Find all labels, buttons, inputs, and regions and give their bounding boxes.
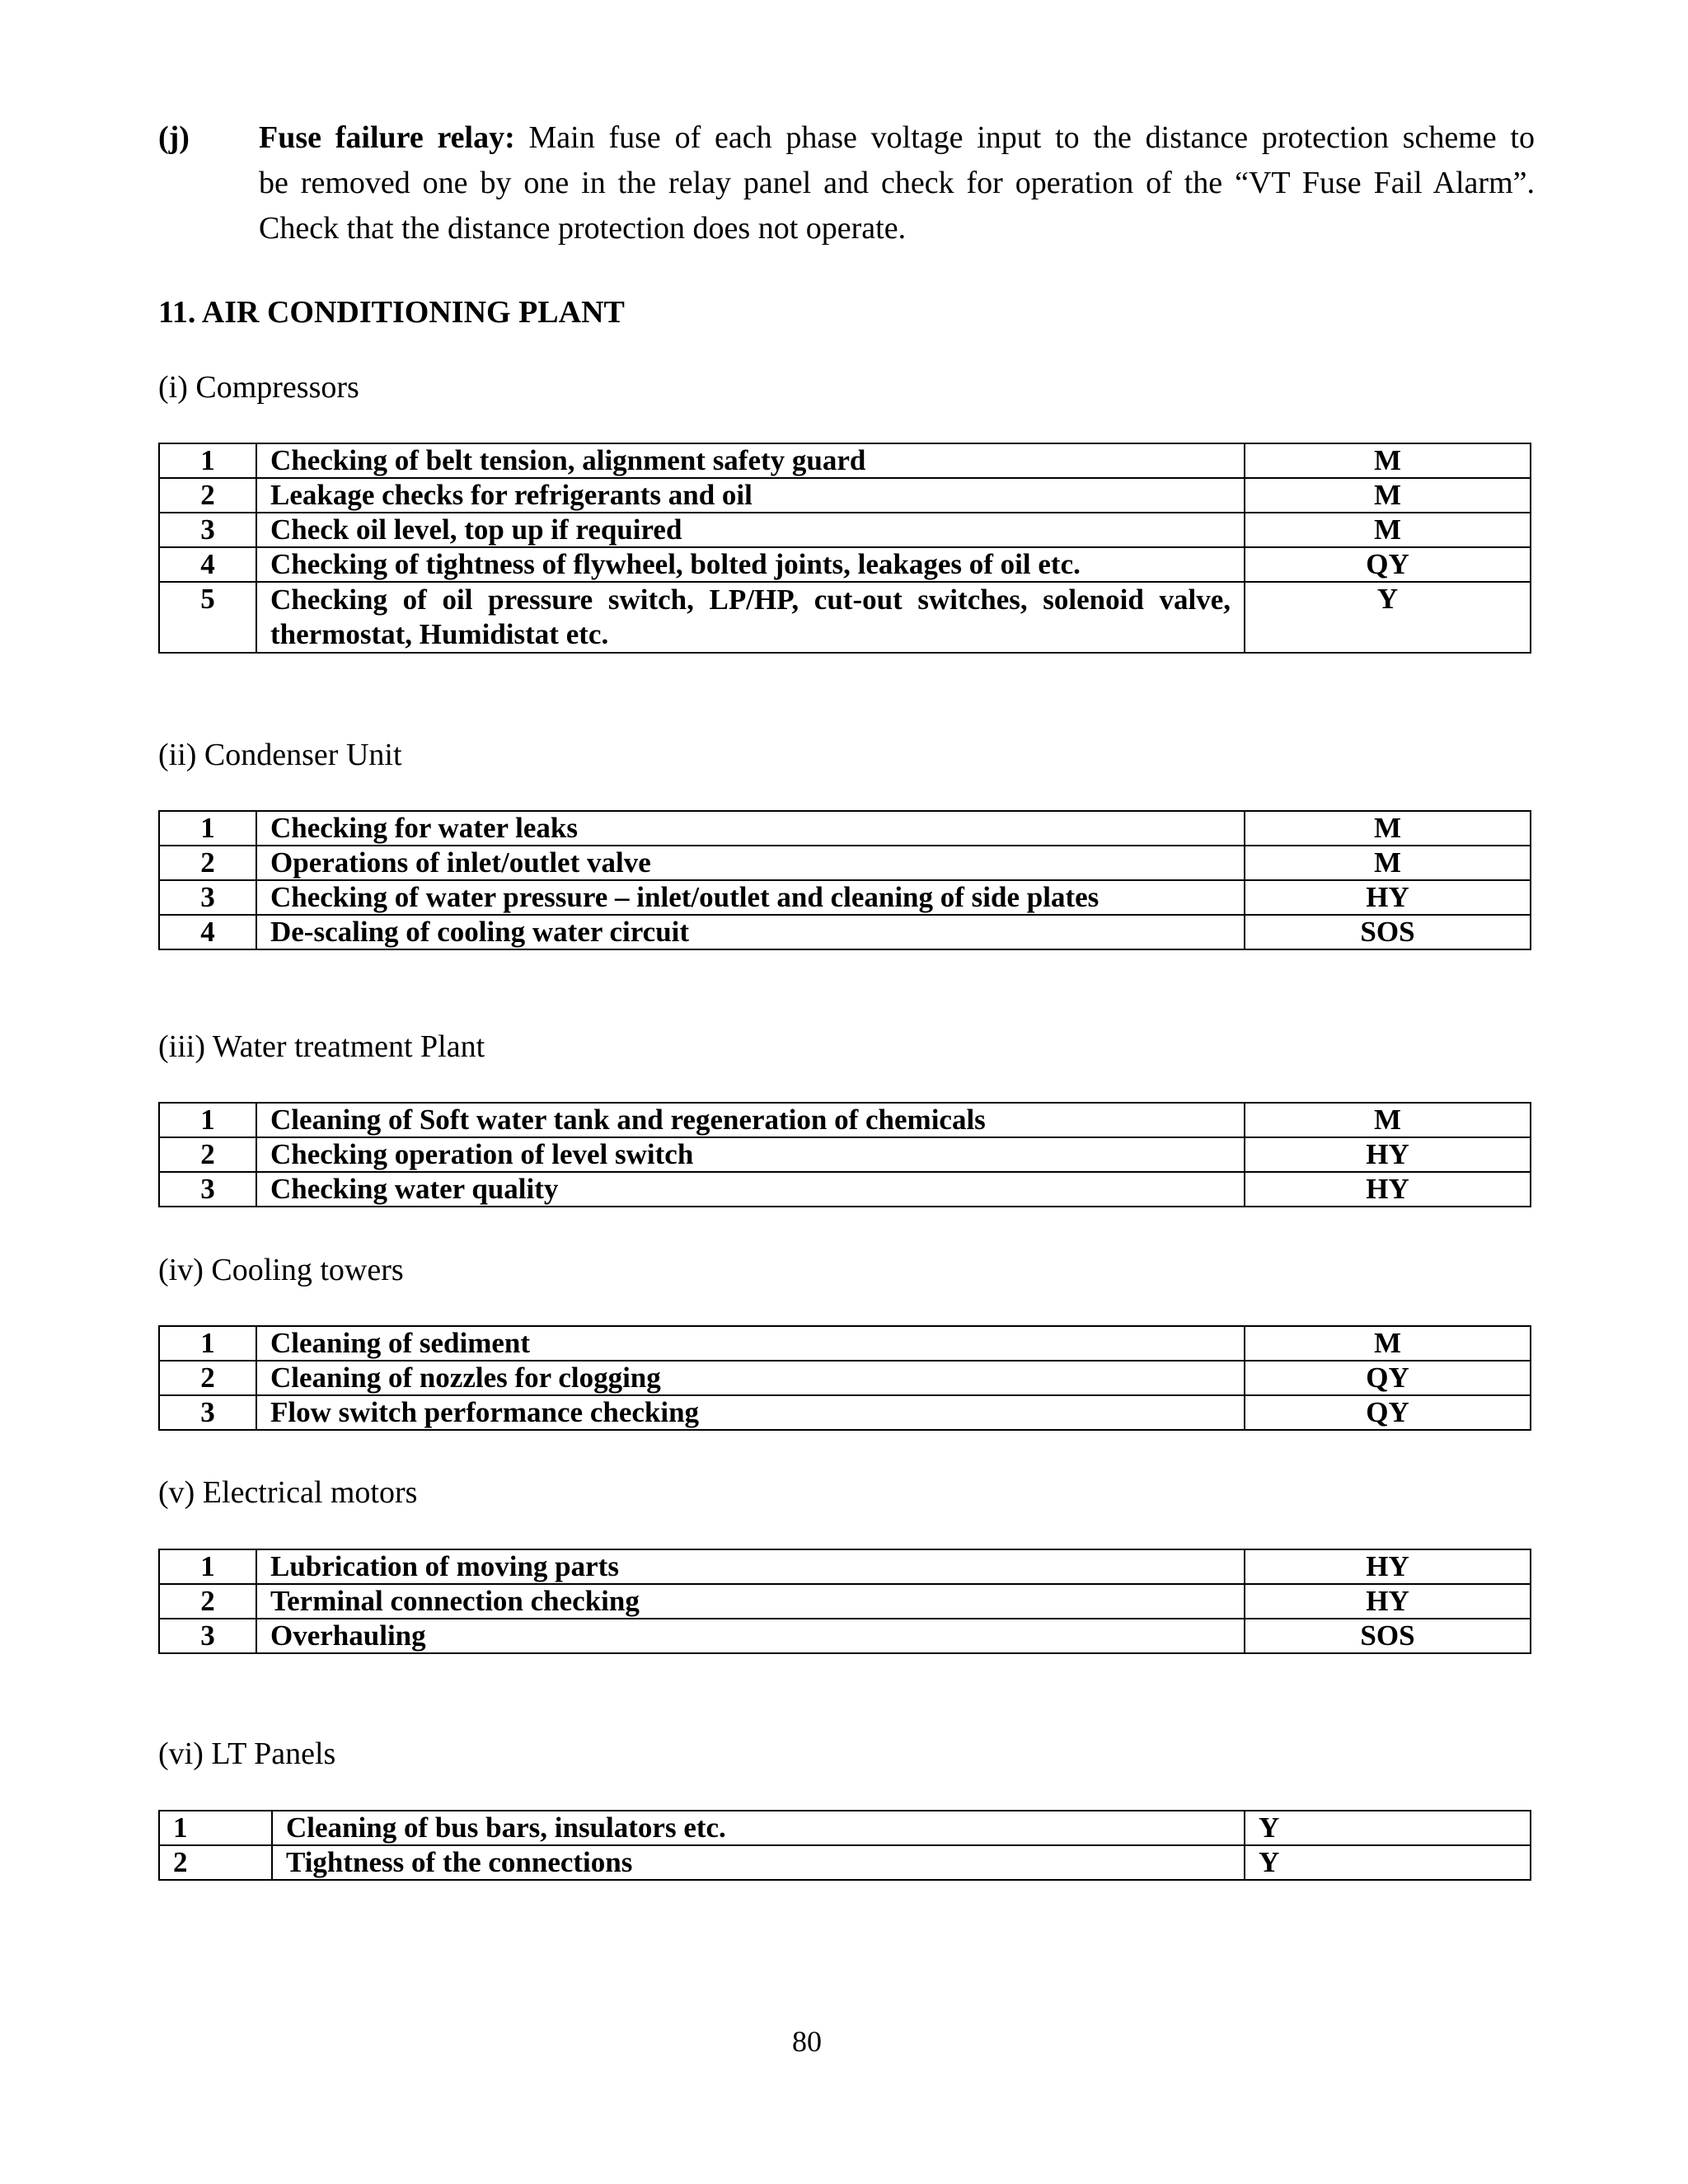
row-frequency: HY <box>1245 880 1531 915</box>
row-number: 4 <box>159 547 256 582</box>
table-row <box>159 1619 1531 1653</box>
row-number: 3 <box>159 1619 256 1653</box>
row-number: 4 <box>159 915 256 949</box>
row-task: Flow switch performance checking <box>256 1395 1245 1430</box>
table-row <box>159 582 1531 653</box>
row-task: Leakage checks for refrigerants and oil <box>256 478 1245 513</box>
clause-lead: Fuse failure relay: <box>259 120 515 155</box>
row-task: Tightness of the connections <box>272 1845 1245 1880</box>
row-number: 1 <box>159 1811 272 1845</box>
row-frequency: Y <box>1245 1811 1531 1845</box>
section-heading: 11. AIR CONDITIONING PLANT <box>158 295 625 330</box>
row-number: 3 <box>159 880 256 915</box>
row-frequency: HY <box>1245 1584 1531 1619</box>
table-row <box>159 1103 1531 1137</box>
clause-text <box>259 115 1535 251</box>
table-row <box>159 1326 1531 1361</box>
table-row <box>159 1395 1531 1430</box>
table-cooling-towers <box>158 1325 1531 1431</box>
row-task: Lubrication of moving parts <box>256 1549 1245 1584</box>
table-row <box>159 1584 1531 1619</box>
row-task: Overhauling <box>256 1619 1245 1653</box>
clause-line-1-text: Main fuse of each phase voltage input to the distance protection scheme to <box>528 120 1535 155</box>
group-title-compressors: (i) Compressors <box>158 370 359 405</box>
clause-line-3: Check that the distance protection does not operate. <box>259 211 907 246</box>
row-number: 3 <box>159 513 256 547</box>
row-frequency: HY <box>1245 1549 1531 1584</box>
row-frequency: M <box>1245 513 1531 547</box>
row-task: Cleaning of nozzles for clogging <box>256 1361 1245 1395</box>
table-row <box>159 547 1531 582</box>
row-task: Operations of inlet/outlet valve <box>256 846 1245 880</box>
table-row <box>159 915 1531 949</box>
row-task: Checking for water leaks <box>256 811 1245 846</box>
table-row <box>159 1172 1531 1207</box>
row-number: 2 <box>159 1361 256 1395</box>
row-frequency: M <box>1245 478 1531 513</box>
row-task: Checking of tightness of flywheel, bolted joints, leakages of oil etc. <box>256 547 1245 582</box>
table-row <box>159 811 1531 846</box>
table-row <box>159 1361 1531 1395</box>
row-task: Checking of belt tension, alignment safety guard <box>256 443 1245 478</box>
group-title-water-treatment: (iii) Water treatment Plant <box>158 1029 485 1064</box>
row-frequency: M <box>1245 1103 1531 1137</box>
row-task: Cleaning of Soft water tank and regeneration of chemicals <box>256 1103 1245 1137</box>
row-task: De-scaling of cooling water circuit <box>256 915 1245 949</box>
table-row <box>159 478 1531 513</box>
table-row <box>159 443 1531 478</box>
row-number: 5 <box>159 582 256 653</box>
row-number: 2 <box>159 478 256 513</box>
table-electrical-motors <box>158 1549 1531 1654</box>
row-frequency: M <box>1245 846 1531 880</box>
row-number: 1 <box>159 811 256 846</box>
row-frequency: QY <box>1245 1395 1531 1430</box>
table-row <box>159 846 1531 880</box>
clause-line-1 <box>259 115 1535 161</box>
row-frequency: M <box>1245 811 1531 846</box>
table-row <box>159 1137 1531 1172</box>
table-row <box>159 513 1531 547</box>
row-number: 3 <box>159 1395 256 1430</box>
row-frequency: Y <box>1245 582 1531 653</box>
clause-line-2: be removed one by one in the relay panel and check for operation of the “VT Fuse Fail Alarm”. <box>259 166 1535 200</box>
row-task: Checking operation of level switch <box>256 1137 1245 1172</box>
row-task: Cleaning of bus bars, insulators etc. <box>272 1811 1245 1845</box>
row-number: 1 <box>159 443 256 478</box>
row-number: 2 <box>159 1584 256 1619</box>
row-number: 1 <box>159 1326 256 1361</box>
table-compressors <box>158 443 1531 654</box>
table-condenser <box>158 810 1531 950</box>
row-number: 3 <box>159 1172 256 1207</box>
row-frequency: Y <box>1245 1845 1531 1880</box>
row-frequency: HY <box>1245 1137 1531 1172</box>
row-task: Checking of oil pressure switch, LP/HP, cut-out switches, solenoid valve, thermostat, Humidistat etc. <box>256 582 1245 653</box>
table-row <box>159 1845 1531 1880</box>
table-lt-panels <box>158 1810 1531 1881</box>
group-title-condenser: (ii) Condenser Unit <box>158 738 402 772</box>
row-frequency: SOS <box>1245 1619 1531 1653</box>
table-water-treatment <box>158 1102 1531 1207</box>
row-task: Checking of water pressure – inlet/outlet and cleaning of side plates <box>256 880 1245 915</box>
row-number: 1 <box>159 1549 256 1584</box>
row-task: Check oil level, top up if required <box>256 513 1245 547</box>
row-number: 2 <box>159 1137 256 1172</box>
group-title-electrical-motors: (v) Electrical motors <box>158 1475 418 1510</box>
clause-label: (j) <box>158 120 190 155</box>
row-task: Cleaning of sediment <box>256 1326 1245 1361</box>
page-number: 80 <box>792 2025 822 2058</box>
row-frequency: M <box>1245 1326 1531 1361</box>
row-number: 1 <box>159 1103 256 1137</box>
row-frequency: M <box>1245 443 1531 478</box>
row-frequency: HY <box>1245 1172 1531 1207</box>
row-task: Checking water quality <box>256 1172 1245 1207</box>
group-title-lt-panels: (vi) LT Panels <box>158 1736 336 1771</box>
row-number: 2 <box>159 846 256 880</box>
row-frequency: SOS <box>1245 915 1531 949</box>
row-task: Terminal connection checking <box>256 1584 1245 1619</box>
row-frequency: QY <box>1245 1361 1531 1395</box>
table-row <box>159 1811 1531 1845</box>
table-row <box>159 1549 1531 1584</box>
group-title-cooling-towers: (iv) Cooling towers <box>158 1253 404 1287</box>
row-number: 2 <box>159 1845 272 1880</box>
row-frequency: QY <box>1245 547 1531 582</box>
table-row <box>159 880 1531 915</box>
